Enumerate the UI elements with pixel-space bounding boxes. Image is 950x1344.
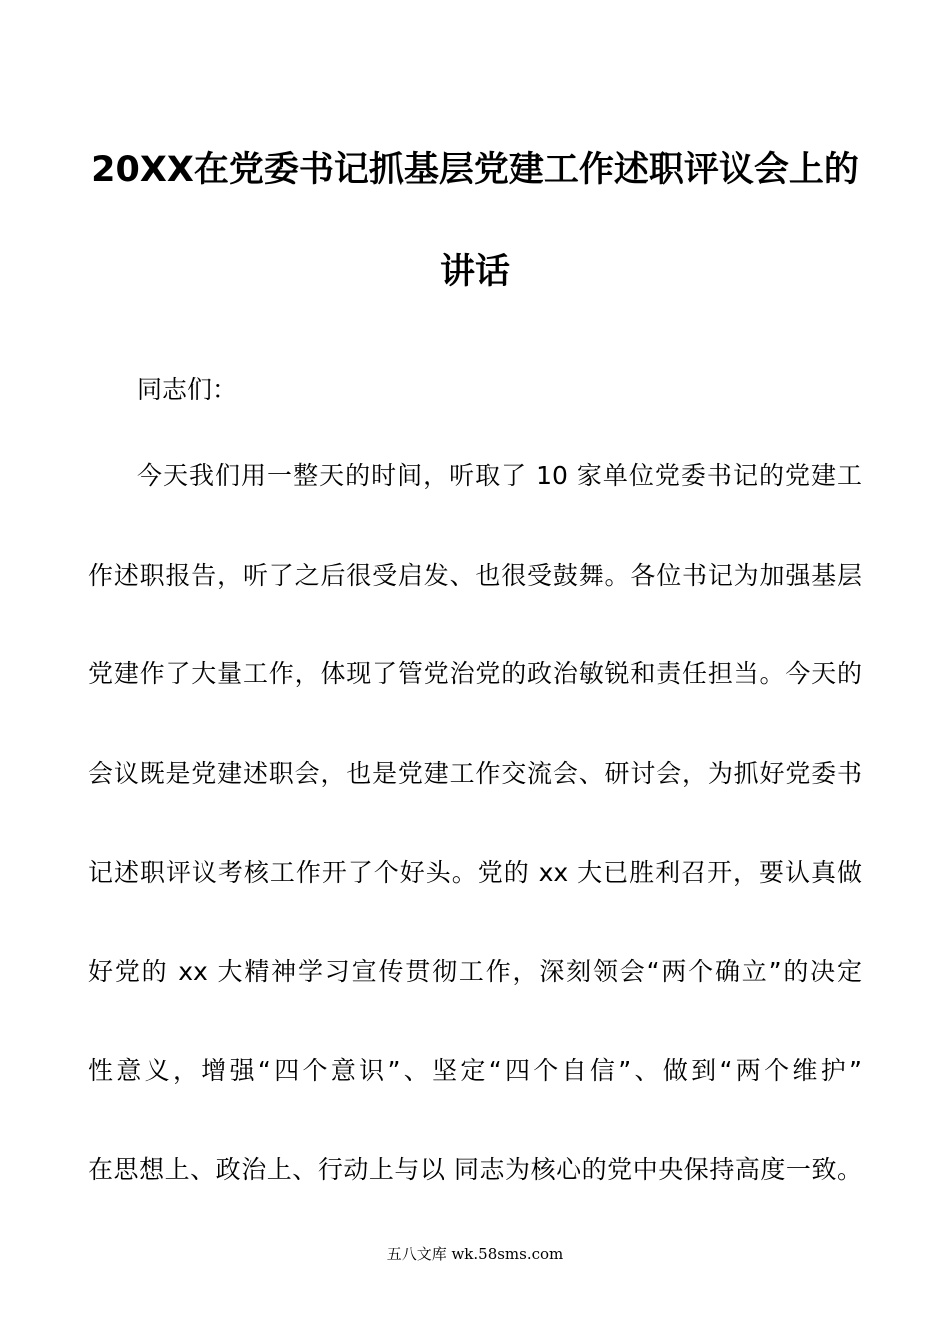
document-title-line-2: 讲话: [439, 252, 510, 292]
salutation: 同志们：: [137, 375, 238, 404]
body-line-2: 作述职报告，听了之后很受启发、也很受鼓舞。各位书记为加强基层: [88, 561, 862, 590]
body-line-8: 在思想上、政治上、行动上与以 同志为核心的党中央保持高度一致。: [88, 1155, 862, 1184]
document-title-line-1: 20XX在党委书记抓基层党建工作述职评议会上的: [91, 150, 859, 190]
body-line-4: 会议既是党建述职会，也是党建工作交流会、研讨会，为抓好党委书: [88, 759, 862, 788]
body-line-5: 记述职评议考核工作开了个好头。党的 xx 大已胜利召开，要认真做: [88, 858, 862, 887]
footer-watermark: 五八文库 wk.58sms.com: [386, 1245, 564, 1263]
body-line-3: 党建作了大量工作，体现了管党治党的政治敏锐和责任担当。今天的: [88, 659, 862, 688]
body-line-6: 好党的 xx 大精神学习宣传贯彻工作，深刻领会“两个确立”的决定: [88, 957, 862, 986]
body-line-1: 今天我们用一整天的时间，听取了 10 家单位党委书记的党建工: [137, 461, 862, 490]
body-line-7: 性意义，增强“四个意识”、坚定“四个自信”、做到“两个维护”: [88, 1056, 862, 1085]
